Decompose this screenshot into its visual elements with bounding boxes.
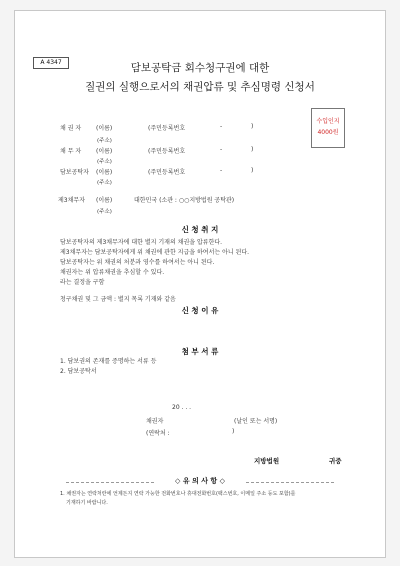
attachment-item: 1. 담보권의 존재를 증명하는 서류 등 xyxy=(60,358,157,365)
purpose-line: 채권자는 위 압류채권을 추심할 수 있다. xyxy=(60,269,165,276)
claim-amount-line: 청구채권 및 그 금액 : 별지 목록 기재와 같음 xyxy=(60,296,176,303)
stamp-fee: 4000원 xyxy=(317,129,339,136)
party-role: 제3채무자 xyxy=(58,197,86,204)
party-role: 담보공탁자 xyxy=(60,169,89,176)
notice-heading: ◇ 유 의 사 항 ◇ xyxy=(155,476,245,486)
party-name-label: (이름) xyxy=(96,169,113,176)
party-address-label: (주소) xyxy=(97,209,112,215)
form-number-box: A 4347 xyxy=(33,57,69,69)
party-id-dash: - xyxy=(220,146,223,153)
reason-heading: 신 청 이 유 xyxy=(181,306,219,315)
date-line: 20 . . . xyxy=(172,404,192,411)
party-id-label: 대한민국 (소관 : ○○지방법원 공탁관) xyxy=(134,197,235,204)
party-name-label: (이름) xyxy=(96,197,113,204)
stamp-label: 수입인지 xyxy=(316,118,340,125)
party-id-label: (주민등록번호 xyxy=(148,125,186,132)
party-id-label: (주민등록번호 xyxy=(148,148,186,155)
party-id-close: ) xyxy=(251,167,254,174)
purpose-line: 담보공탁자의 제3채무자에 대한 별지 기재의 채권을 압류한다. xyxy=(60,239,223,246)
purpose-line: 담보공탁자는 위 채권의 처분과 영수를 하여서는 아니 된다. xyxy=(60,259,215,266)
court-name: 지방법원 xyxy=(254,457,280,465)
revenue-stamp-box xyxy=(311,108,345,148)
document-title-line-2: 질권의 실행으로서의 채권압류 및 추심명령 신청서 xyxy=(85,81,315,93)
purpose-line: 제3채무자는 담보공탁자에게 위 채권에 관한 지급을 하여서는 아니 된다. xyxy=(60,249,250,256)
party-id-label: (주민등록번호 xyxy=(148,169,186,176)
party-name-label: (이름) xyxy=(96,125,113,132)
attachments-list xyxy=(60,357,156,377)
seal-label: (날인 또는 서명) xyxy=(234,418,278,425)
applicant-label: 채권자 xyxy=(146,418,164,425)
contact-label: (연락처 : xyxy=(146,430,170,437)
party-role: 채 무 자 xyxy=(60,148,82,155)
party-address-label: (주소) xyxy=(97,138,112,144)
document-title-line-1: 담보공탁금 회수청구권에 대한 xyxy=(130,62,270,74)
party-address-label: (주소) xyxy=(97,180,112,186)
party-role: 채 권 자 xyxy=(60,125,82,132)
purpose-heading: 신 청 취 지 xyxy=(181,225,219,234)
party-name-label: (이름) xyxy=(96,148,113,155)
purpose-line: 라는 결정을 구함 xyxy=(60,279,105,286)
attachment-item: 2. 담보공탁서 xyxy=(60,368,97,375)
party-id-dash: - xyxy=(220,123,223,130)
attachments-heading: 첨 부 서 류 xyxy=(181,347,219,356)
party-id-dash: - xyxy=(220,167,223,174)
party-address-label: (주소) xyxy=(97,159,112,165)
contact-close: ) xyxy=(232,428,235,435)
notice-line-1: 1. 채권자는 연락처란에 언제든지 연락 가능한 전화번호나 휴대전화번호(팩스번호, 이메일 주소 등도 포함)를 xyxy=(60,491,296,497)
party-id-close: ) xyxy=(251,123,254,130)
court-suffix: 귀중 xyxy=(329,457,342,465)
notice-line-2: 기재하기 바랍니다. xyxy=(66,500,108,506)
party-id-close: ) xyxy=(251,146,254,153)
purpose-text xyxy=(60,238,249,288)
